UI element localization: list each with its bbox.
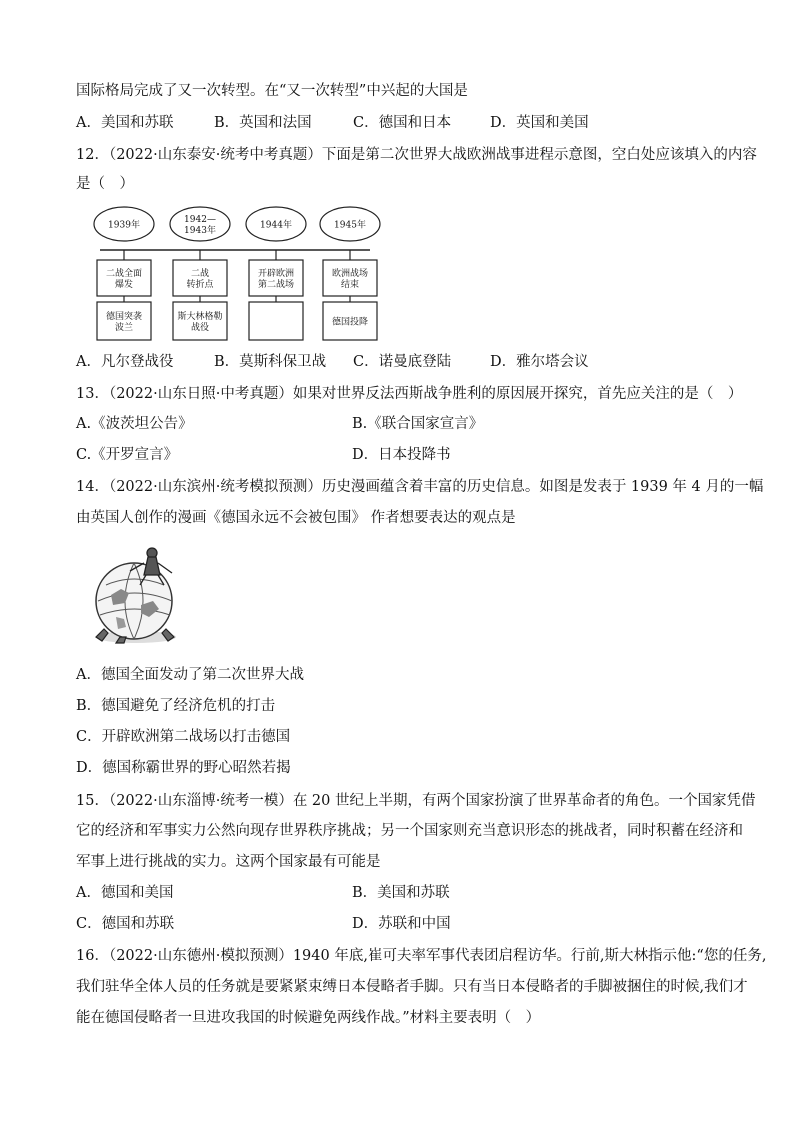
year-label: 1944年 xyxy=(260,220,292,231)
q15-stem-line2: 它的经济和军事实力公然向现存世界秩序挑战；另一个国家则充当意识形态的挑战者，同时积蓄在经济和 xyxy=(76,823,743,839)
stage-label: 二战转折点 xyxy=(186,269,214,290)
q14-option-d[interactable]: D．德国称霸世界的野心昭然若揭 xyxy=(76,760,291,776)
stage-label: 开辟欧洲第二战场 xyxy=(257,269,295,290)
stage-label: 二战全面爆发 xyxy=(105,269,143,290)
q15-option-d[interactable]: D．苏联和中国 xyxy=(352,916,451,932)
q13-option-a[interactable]: A.《波茨坦公告》 xyxy=(76,416,193,432)
war-process-diagram xyxy=(82,202,382,344)
q13-option-c[interactable]: C.《开罗宣言》 xyxy=(76,447,179,463)
event-label: 德国投降 xyxy=(331,317,369,328)
q12-option-b[interactable]: B．莫斯科保卫战 xyxy=(214,354,327,370)
stage-label: 欧洲战场结束 xyxy=(331,269,369,290)
q12-option-a[interactable]: A．凡尔登战役 xyxy=(76,354,174,370)
event-label: 斯大林格勒战役 xyxy=(177,312,223,333)
q14-option-c[interactable]: C．开辟欧洲第二战场以打击德国 xyxy=(76,729,291,745)
q12-option-d[interactable]: D．雅尔塔会议 xyxy=(490,354,589,370)
q14-stem-line1: 14．（2022·山东滨州·统考模拟预测）历史漫画蕴含着丰富的历史信息。如图是发表于 1939 年 4 月的一幅 xyxy=(76,479,764,495)
q15-option-a[interactable]: A．德国和美国 xyxy=(76,885,174,901)
q11-option-a[interactable]: A．美国和苏联 xyxy=(76,115,174,131)
year-label: 1942— 1943年 xyxy=(184,215,216,236)
q11-option-c[interactable]: C．德国和日本 xyxy=(353,115,452,131)
q14-option-b[interactable]: B．德国避免了经济危机的打击 xyxy=(76,698,276,714)
q16-stem-line2: 我们驻华全体人员的任务就是要紧紧束缚日本侵略者手脚。只有当日本侵略者的手脚被捆住的时候,我们才 xyxy=(76,979,748,995)
q15-option-b[interactable]: B．美国和苏联 xyxy=(352,885,450,901)
globe-cartoon-image xyxy=(86,545,188,645)
q13-option-d[interactable]: D．日本投降书 xyxy=(352,447,451,463)
q15-stem-line3: 军事上进行挑战的实力。这两个国家最有可能是 xyxy=(76,854,381,870)
q12-stem-line1: 12．（2022·山东泰安·统考中考真题）下面是第二次世界大战欧洲战事进程示意图，空白处应该填入的内容 xyxy=(76,147,757,163)
year-label: 1945年 xyxy=(334,220,366,231)
event-label: 德国突袭波兰 xyxy=(105,312,143,333)
q16-stem-line1: 16．（2022·山东德州·模拟预测）1940 年底,崔可夫率军事代表团启程访华。行前,斯大林指示他:“您的任务, xyxy=(76,948,767,964)
q15-option-c[interactable]: C．德国和苏联 xyxy=(76,916,175,932)
q14-option-a[interactable]: A．德国全面发动了第二次世界大战 xyxy=(76,667,304,683)
q16-stem-line3: 能在德国侵略者一旦进攻我国的时候避免两线作战。”材料主要表明（ ） xyxy=(76,1010,541,1026)
q12-stem-line2: 是（ ） xyxy=(76,176,134,192)
q13-stem: 13．（2022·山东日照·中考真题）如果对世界反法西斯战争胜利的原因展开探究，首先应关注的是（ ） xyxy=(76,386,743,402)
q13-option-b[interactable]: B.《联合国家宣言》 xyxy=(352,416,484,432)
q11-option-b[interactable]: B．英国和法国 xyxy=(214,115,312,131)
q12-option-c[interactable]: C．诺曼底登陆 xyxy=(353,354,452,370)
q11-stem: 国际格局完成了又一次转型。在“又一次转型”中兴起的大国是 xyxy=(76,83,468,99)
year-label: 1939年 xyxy=(108,220,140,231)
q15-stem-line1: 15．（2022·山东淄博·统考一模）在 20 世纪上半期，有两个国家扮演了世界革命者的角色。一个国家凭借 xyxy=(76,793,756,809)
q11-option-d[interactable]: D．英国和美国 xyxy=(490,115,589,131)
q14-stem-line2: 由英国人创作的漫画《德国永远不会被包围》 作者想要表达的观点是 xyxy=(76,510,516,526)
blank-answer-box xyxy=(249,302,303,340)
